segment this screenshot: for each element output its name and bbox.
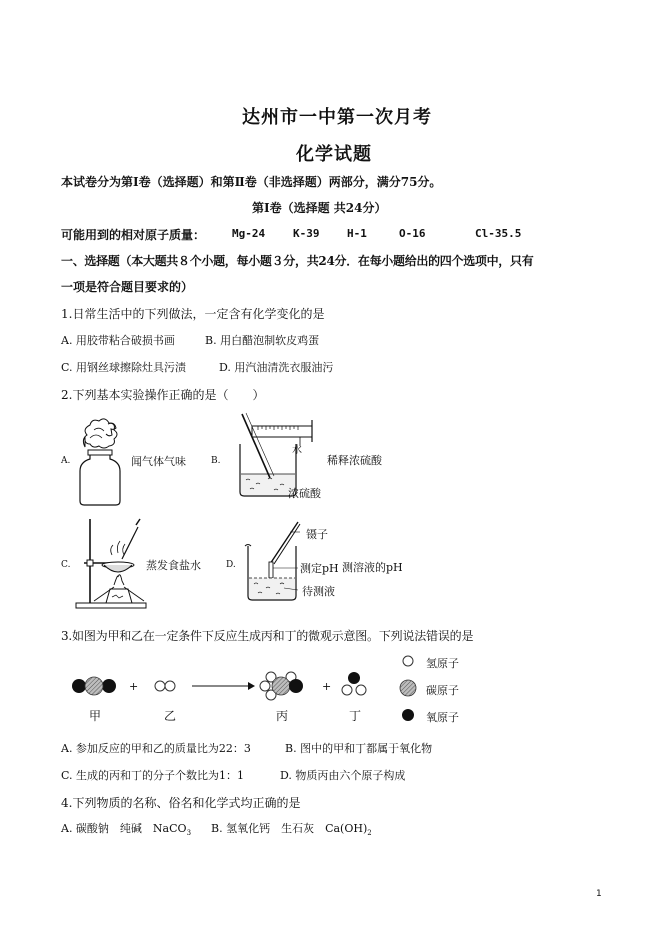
q4-stem: 4.下列物质的名称、俗名和化学式均正确的是 <box>61 796 301 810</box>
q1-option-c: C. 用钢丝球擦除灶具污渍 <box>61 361 187 374</box>
subject-title: 化学试题 <box>296 144 372 165</box>
legend-carbon: 碳原子 <box>426 684 459 697</box>
molecule-yi <box>155 681 175 691</box>
atomic-mass-o: O-16 <box>399 227 426 240</box>
q2-stem: 2.下列基本实验操作正确的是（ ） <box>61 388 265 402</box>
q3-label-jia: 甲 <box>89 709 102 723</box>
q3-stem: 3.如图为甲和乙在一定条件下反应生成丙和丁的微观示意图。下列说法错误的是 <box>61 629 474 643</box>
q1-option-a: A. 用胶带粘合破损书画 <box>61 334 175 347</box>
legend-markers <box>400 656 416 721</box>
reaction-diagram <box>62 652 482 702</box>
q2-c-letter: C. <box>61 560 71 570</box>
exam-title: 达州市一中第一次月考 <box>242 107 432 128</box>
atomic-mass-k: K-39 <box>293 227 320 240</box>
legend-oxygen: 氧原子 <box>426 711 459 724</box>
q1-stem: 1.日常生活中的下列做法，一定含有化学变化的是 <box>61 307 325 321</box>
q4-option-b: B. 氢氧化钙 生石灰 $Ca(OH)_2$ <box>211 822 372 838</box>
atomic-mass-h: H-1 <box>347 227 367 240</box>
q2-d-caption: 测溶液的pH <box>342 561 403 574</box>
q3-option-a: A. 参加反应的甲和乙的质量比为22：3 <box>61 742 251 755</box>
reaction-arrow <box>192 682 255 690</box>
q2-a-caption: 闻气体气味 <box>131 455 186 468</box>
q2-b-label-acid: 浓硫酸 <box>288 487 321 500</box>
q2-c-caption: 蒸发食盐水 <box>146 559 201 572</box>
q3-option-b: B. 图中的甲和丁都属于氧化物 <box>285 742 433 755</box>
ph-test-illustration <box>240 520 306 606</box>
q3-option-d: D. 物质丙由六个原子构成 <box>280 769 406 782</box>
q3-plus-1: + <box>129 680 139 693</box>
q3-option-c: C. 生成的丙和丁的分子个数比为1：1 <box>61 769 245 782</box>
section1-line1: 一、选择题（本大题共８个小题，每小题３分，共24分．在每小题给出的四个选项中，只有 <box>61 254 534 268</box>
q2-b-caption: 稀释浓硫酸 <box>327 454 382 467</box>
molecule-ding <box>342 672 366 695</box>
q3-plus-2: + <box>322 680 332 693</box>
part1-heading: 第Ⅰ卷（选择题 共24分） <box>252 201 387 215</box>
intro-text: 本试卷分为第Ⅰ卷（选择题）和第Ⅱ卷（非选择题）两部分，满分75分。 <box>61 175 442 189</box>
molecule-jia <box>72 677 116 695</box>
q3-label-yi: 乙 <box>164 709 177 723</box>
atomic-mass-mg: Mg-24 <box>232 227 266 240</box>
q1-option-d: D. 用汽油清洗衣服油污 <box>219 361 334 374</box>
evaporate-illustration <box>72 515 148 611</box>
q2-d-label-tweezers: 镊子 <box>306 528 328 541</box>
legend-hydrogen: 氢原子 <box>426 657 459 670</box>
q2-d-letter: D. <box>226 560 236 570</box>
atomic-mass-label: 可能用到的相对原子质量： <box>61 228 206 242</box>
molecule-bing <box>260 672 303 700</box>
q2-d-label-solution: 待测液 <box>302 585 335 598</box>
q2-b-label-water: 水 <box>292 445 302 456</box>
q2-a-letter: A. <box>61 456 71 466</box>
section1-line2: 一项是符合题目要求的） <box>61 280 194 294</box>
smell-gas-illustration <box>70 412 130 507</box>
page-number: 1 <box>596 889 602 899</box>
atomic-mass-cl: Cl-35.5 <box>475 227 522 240</box>
q2-b-letter: B. <box>211 456 221 466</box>
q3-label-bing: 丙 <box>276 709 289 723</box>
q4-option-a: A. 碳酸钠 纯碱 NaCO$_3$ <box>61 822 192 838</box>
q3-label-ding: 丁 <box>349 709 362 723</box>
q2-d-label-paper: 测定pH <box>300 562 339 575</box>
q1-option-b: B. 用白醋泡制软皮鸡蛋 <box>205 334 320 347</box>
